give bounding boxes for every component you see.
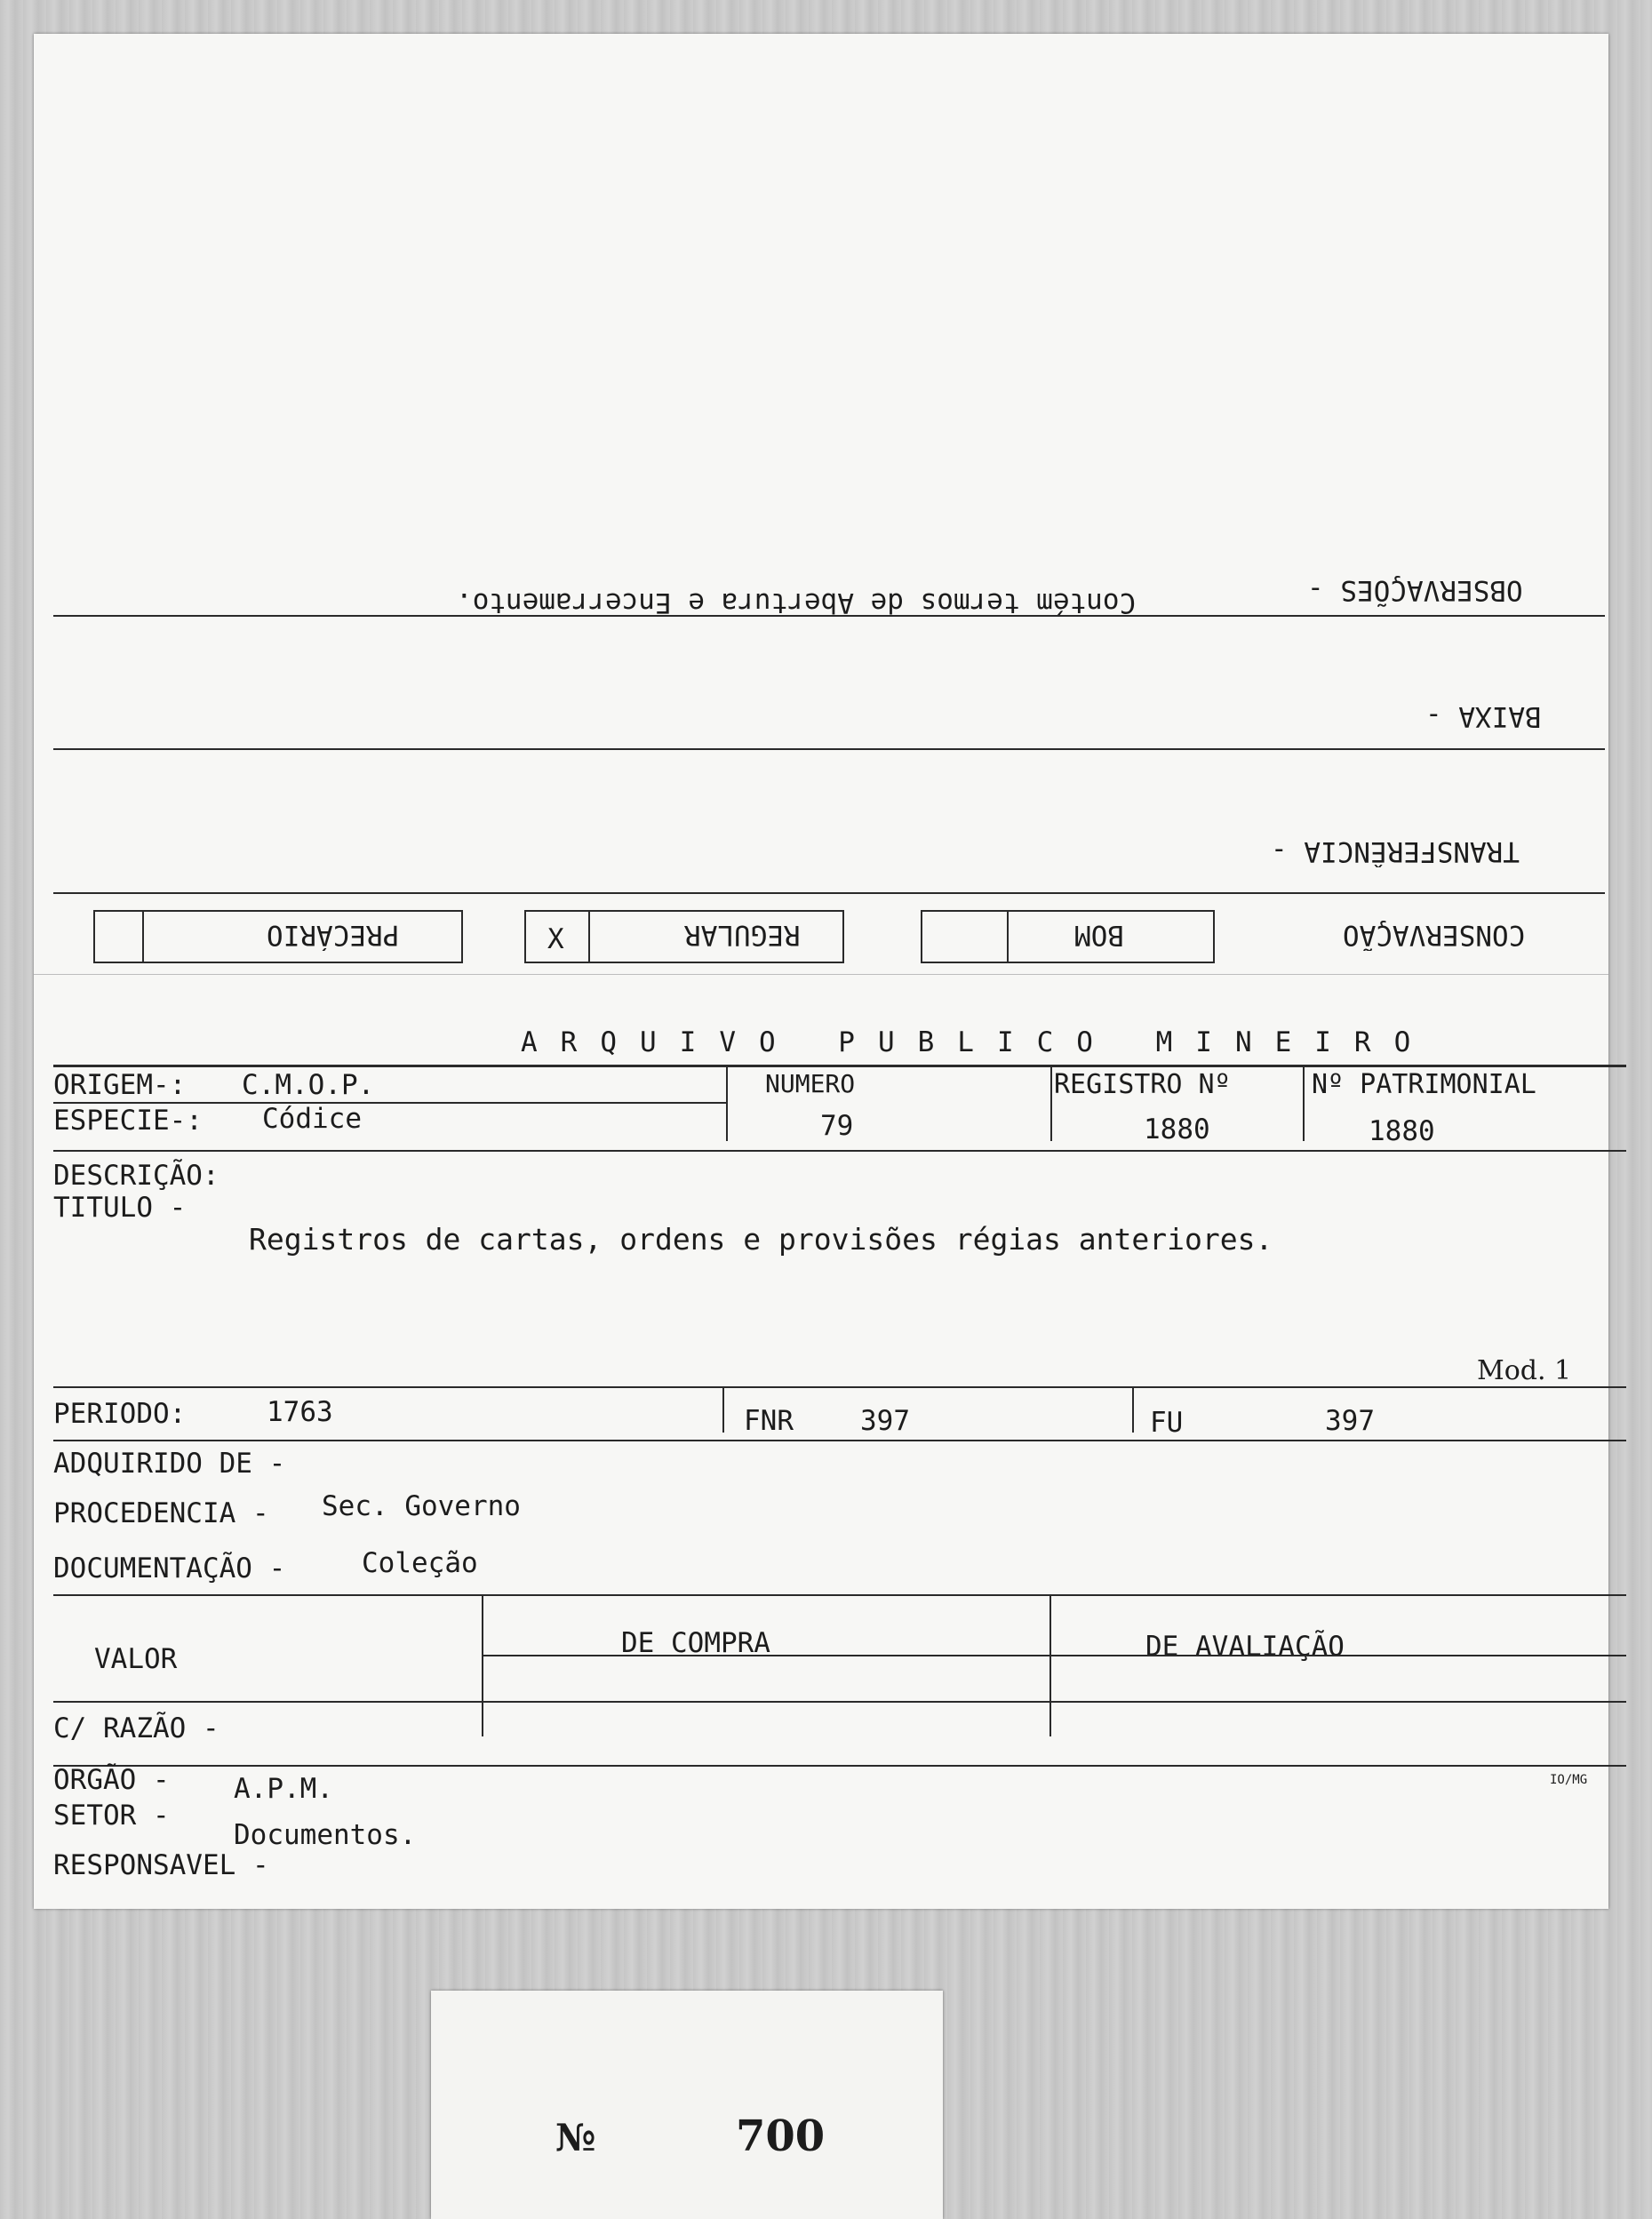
setor-label: SETOR -: [53, 1800, 170, 1832]
box-divider: [1007, 910, 1009, 962]
printer-mark: IO/MG: [1550, 1773, 1588, 1787]
origem-value: C.M.O.P.: [242, 1069, 375, 1101]
divider-line: [53, 615, 1605, 617]
setor-value: Documentos.: [234, 1819, 417, 1851]
column-divider: [1049, 1594, 1051, 1736]
number-value: 700: [736, 2111, 826, 2161]
orgao-value: A.P.M.: [234, 1773, 333, 1805]
institution-title: ARQUIVO PUBLICO MINEIRO: [521, 1026, 1434, 1058]
adquirido-label: ADQUIRIDO DE -: [53, 1448, 286, 1480]
fnr-value: 397: [860, 1405, 910, 1437]
divider-line: [482, 1655, 1626, 1656]
fold-line: [34, 974, 1608, 975]
box-divider: [142, 910, 144, 962]
documentacao-label: DOCUMENTAÇÃO -: [53, 1553, 286, 1584]
especie-label: ESPECIE-:: [53, 1105, 203, 1137]
de-avaliacao-label: DE AVALIAÇÃO: [1145, 1631, 1345, 1663]
column-divider: [482, 1594, 483, 1736]
de-compra-label: DE COMPRA: [621, 1627, 770, 1659]
divider-line: [53, 1386, 1626, 1388]
bom-label: BOM: [1074, 919, 1124, 951]
column-divider: [722, 1388, 724, 1433]
periodo-value: 1763: [267, 1396, 333, 1428]
registro-value: 1880: [1144, 1113, 1210, 1145]
origem-label: ORIGEM-:: [53, 1069, 187, 1101]
fu-value: 397: [1325, 1405, 1375, 1437]
patrimonial-value: 1880: [1369, 1115, 1435, 1147]
divider-line: [53, 1440, 1626, 1441]
divider-line: [53, 1065, 1626, 1067]
periodo-label: PERIODO:: [53, 1398, 187, 1430]
mod-label: Mod. 1: [1477, 1355, 1572, 1386]
valor-label: VALOR: [94, 1643, 178, 1675]
titulo-label: TITULO -: [53, 1192, 187, 1224]
precario-label: PRECÁRIO: [267, 919, 400, 951]
observacoes-value: Contém termos de Abertura e Encerramento.: [456, 587, 1137, 619]
box-divider: [588, 910, 590, 962]
column-divider: [1132, 1388, 1134, 1433]
titulo-value: Registros de cartas, ordens e provisões régias anteriores.: [249, 1222, 1273, 1257]
procedencia-value: Sec. Governo: [322, 1490, 521, 1522]
razao-label: C/ RAZÃO -: [53, 1712, 219, 1744]
registro-label: REGISTRO Nº: [1054, 1069, 1231, 1100]
conservacao-label: CONSERVAÇÃO: [1343, 919, 1526, 951]
catalog-card: [34, 34, 1608, 1909]
number-prefix: №: [555, 2116, 596, 2159]
documentacao-value: Coleção: [362, 1547, 478, 1579]
column-divider: [726, 1065, 728, 1141]
patrimonial-label: Nº PATRIMONIAL: [1312, 1069, 1536, 1100]
number-tag: [431, 1991, 943, 2219]
fu-label: FU: [1150, 1407, 1184, 1439]
bom-box: [921, 910, 1215, 963]
regular-label: REGULAR: [684, 919, 801, 951]
transferencia-label: TRANSFERÊNCIA -: [1271, 835, 1520, 867]
responsavel-label: RESPONSAVEL -: [53, 1849, 269, 1881]
fnr-label: FNR: [744, 1405, 794, 1437]
column-divider: [1303, 1065, 1305, 1141]
divider-line: [53, 1765, 1626, 1767]
divider-line: [53, 1150, 1626, 1152]
numero-label: NUMERO: [765, 1069, 856, 1098]
descricao-label: DESCRIÇÃO:: [53, 1160, 219, 1192]
divider-line: [53, 1102, 727, 1104]
especie-value: Códice: [262, 1103, 362, 1135]
divider-line: [53, 1594, 1626, 1596]
baixa-label: BAIXA -: [1425, 700, 1542, 732]
orgao-label: ORGÃO -: [53, 1764, 170, 1796]
divider-line: [53, 892, 1605, 894]
numero-value: 79: [820, 1110, 854, 1142]
procedencia-label: PROCEDENCIA -: [53, 1497, 269, 1529]
observacoes-label: OBSERVAÇÕES -: [1307, 574, 1523, 606]
divider-line: [53, 748, 1605, 750]
regular-checkmark: X: [547, 923, 564, 955]
divider-line: [53, 1701, 1626, 1703]
column-divider: [1050, 1065, 1052, 1141]
